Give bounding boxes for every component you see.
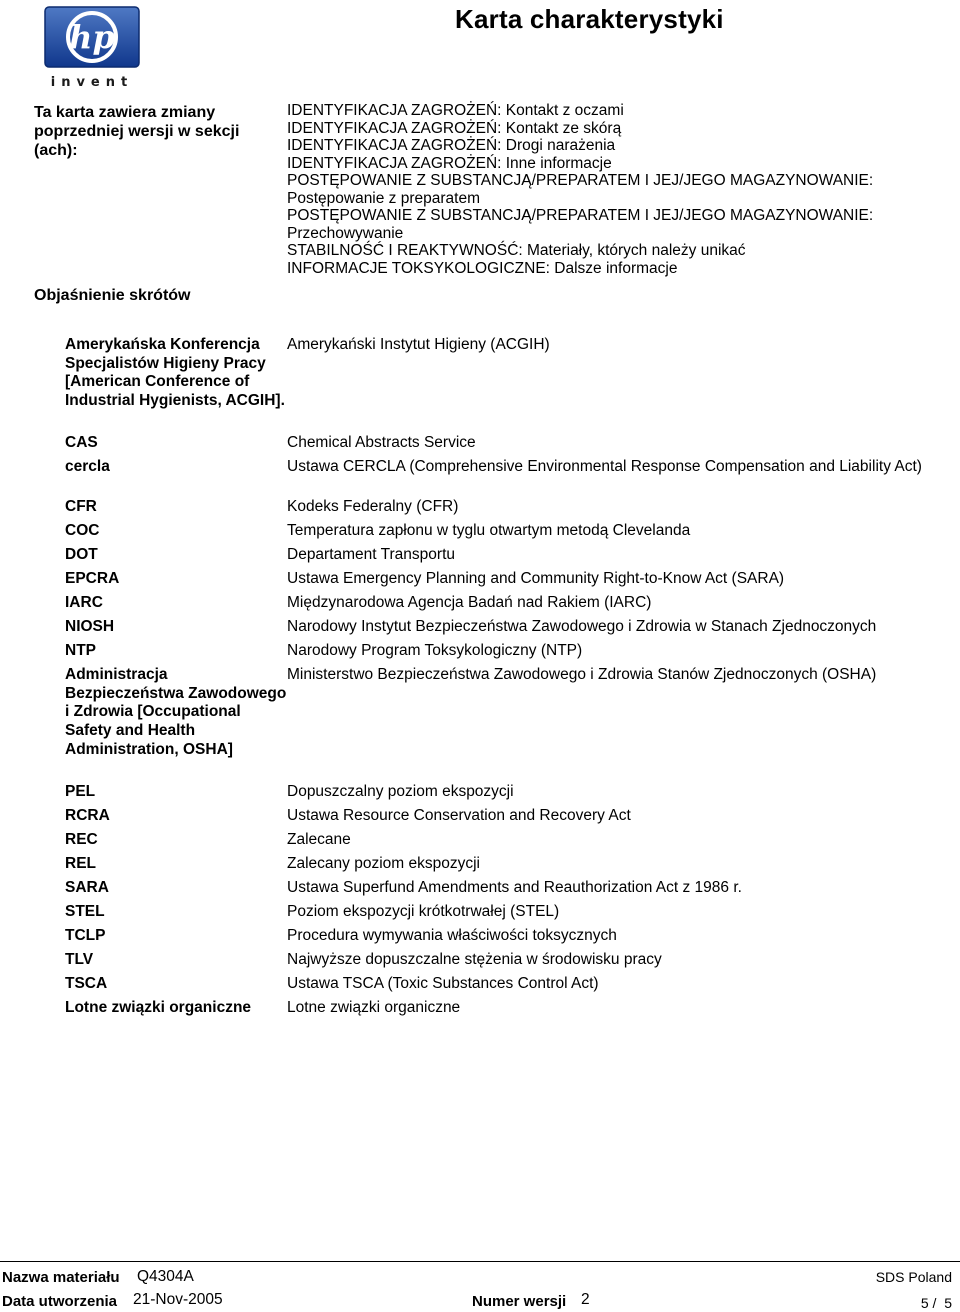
svg-text:hp: hp [69, 18, 115, 56]
abbreviation-term: REL [65, 855, 96, 872]
abbreviation-row [65, 458, 935, 498]
footer-divider [0, 1261, 960, 1262]
abbreviation-definition: Kodeks Federalny (CFR) [287, 498, 459, 515]
abbreviation-term: COC [65, 522, 100, 539]
change-item: POSTĘPOWANIE Z SUBSTANCJĄ/PREPARATEM I JEJ/JEGO MAGAZYNOWANIE: [287, 172, 874, 189]
abbreviation-term: TSCA [65, 975, 108, 992]
change-item: IDENTYFIKACJA ZAGROŻEŃ: Inne informacje [287, 154, 612, 172]
abbreviation-term: NTP [65, 642, 96, 659]
abbreviation-row [65, 336, 935, 434]
abbreviation-definition: Ustawa CERCLA (Comprehensive Environmental Response Compensation and Liability Act) [287, 458, 922, 475]
abbreviation-definition: Ustawa Resource Conservation and Recovery Act [287, 807, 631, 824]
abbreviation-row [65, 546, 935, 570]
abbreviation-definition: Narodowy Program Toksykologiczny (NTP) [287, 642, 583, 659]
abbreviation-term: DOT [65, 546, 98, 563]
abbreviation-row [65, 999, 935, 1023]
abbreviation-row [65, 498, 935, 522]
abbreviation-term: EPCRA [65, 570, 120, 587]
abbreviation-row [65, 879, 935, 903]
change-item: IDENTYFIKACJA ZAGROŻEŃ: Kontakt ze skórą [287, 119, 622, 137]
abbreviation-row [65, 831, 935, 855]
abbreviation-term: CFR [65, 498, 97, 515]
abbreviation-term: NIOSH [65, 618, 115, 635]
abbreviation-row [65, 642, 935, 666]
abbreviation-definition: Dopuszczalny poziom ekspozycji [287, 783, 514, 800]
changes-label: Ta karta zawiera zmiany poprzedniej wersji w sekcji (ach): [34, 104, 240, 159]
abbreviation-row [65, 855, 935, 879]
abbreviation-term: CAS [65, 434, 98, 451]
version-number-label: Numer wersji [472, 1293, 567, 1310]
abbreviation-term: SARA [65, 879, 109, 896]
abbreviation-row [65, 666, 935, 783]
abbreviation-definition: Departament Transportu [287, 546, 456, 563]
abbreviation-term: RCRA [65, 807, 110, 824]
abbreviation-definition: Międzynarodowa Agencja Badań nad Rakiem (IARC) [287, 594, 652, 611]
abbreviation-definition: Zalecany poziom ekspozycji [287, 855, 480, 872]
abbreviation-row [65, 594, 935, 618]
abbreviation-row [65, 434, 935, 458]
abbreviations-heading: Objaśnienie skrótów [34, 287, 191, 304]
change-item: Przechowywanie [287, 224, 404, 242]
sds-region: SDS Poland [875, 1269, 952, 1285]
change-item: POSTĘPOWANIE Z SUBSTANCJĄ/PREPARATEM I JEJ/JEGO MAGAZYNOWANIE: [287, 207, 874, 224]
material-name-value: Q4304A [137, 1268, 194, 1285]
change-item: Postępowanie z preparatem [287, 189, 481, 207]
creation-date-value: 21-Nov-2005 [133, 1291, 223, 1308]
abbreviation-row [65, 807, 935, 831]
abbreviation-definition: Najwyższe dopuszczalne stężenia w środowisku pracy [287, 951, 662, 968]
abbreviation-term: TCLP [65, 927, 106, 944]
abbreviation-definition: Poziom ekspozycji krótkotrwałej (STEL) [287, 903, 560, 920]
abbreviation-term: Administracja Bezpieczeństwa Zawodowego i Zdrowia [Occupational Safety and Health Administration, OSHA] [65, 666, 287, 758]
abbreviation-row [65, 618, 935, 642]
abbreviation-term: REC [65, 831, 98, 848]
abbreviation-definition: Zalecane [287, 831, 351, 848]
material-name-label: Nazwa materiału [2, 1269, 120, 1286]
abbreviation-term: cercla [65, 458, 110, 475]
changes-list [287, 102, 937, 277]
abbreviation-definition: Ustawa TSCA (Toxic Substances Control Act) [287, 975, 599, 992]
abbreviation-term: TLV [65, 951, 94, 968]
change-item: STABILNOŚĆ I REAKTYWNOŚĆ: Materiały, których należy unikać [287, 242, 746, 259]
abbreviation-term: Lotne związki organiczne [65, 999, 252, 1016]
page-number: 5 / 5 [920, 1295, 952, 1311]
abbreviation-definition: Amerykański Instytut Higieny (ACGIH) [287, 336, 550, 353]
abbreviation-definition: Procedura wymywania właściwości toksycznych [287, 927, 617, 944]
abbreviation-row [65, 570, 935, 594]
change-item: IDENTYFIKACJA ZAGROŻEŃ: Kontakt z oczami [287, 102, 624, 119]
abbreviation-row [65, 783, 935, 807]
abbreviation-term: IARC [65, 594, 103, 611]
logo-tagline: invent [50, 75, 134, 90]
hp-invent-logo [44, 6, 140, 92]
version-number-value: 2 [581, 1291, 590, 1308]
abbreviation-term: Amerykańska Konferencja Specjalistów Higieny Pracy [American Conference of Industrial Hygienists, ACGIH]. [65, 336, 285, 410]
abbreviation-definition: Chemical Abstracts Service [287, 434, 476, 451]
abbreviation-definition: Ministerstwo Bezpieczeństwa Zawodowego i Zdrowia Stanów Zjednoczonych (OSHA) [287, 666, 877, 683]
abbreviation-definition: Narodowy Instytut Bezpieczeństwa Zawodowego i Zdrowia w Stanach Zjednoczonych [287, 618, 877, 635]
abbreviation-definition: Temperatura zapłonu w tyglu otwartym metodą Clevelanda [287, 522, 691, 539]
abbreviation-row [65, 975, 935, 999]
abbreviation-term: STEL [65, 903, 105, 920]
abbreviation-definition: Ustawa Superfund Amendments and Reauthorization Act z 1986 r. [287, 879, 742, 896]
abbreviation-definition: Ustawa Emergency Planning and Community Right-to-Know Act (SARA) [287, 570, 785, 587]
abbreviation-row [65, 951, 935, 975]
abbreviation-row [65, 903, 935, 927]
abbreviations-table [65, 336, 935, 1023]
abbreviation-definition: Lotne związki organiczne [287, 999, 461, 1016]
document-title: Karta charakterystyki [455, 4, 724, 34]
abbreviation-row [65, 522, 935, 546]
abbreviation-term: PEL [65, 783, 96, 800]
change-item: IDENTYFIKACJA ZAGROŻEŃ: Drogi narażenia [287, 137, 616, 154]
abbreviation-row [65, 927, 935, 951]
change-item: INFORMACJE TOKSYKOLOGICZNE: Dalsze informacje [287, 259, 678, 277]
creation-date-label: Data utworzenia [2, 1293, 118, 1310]
